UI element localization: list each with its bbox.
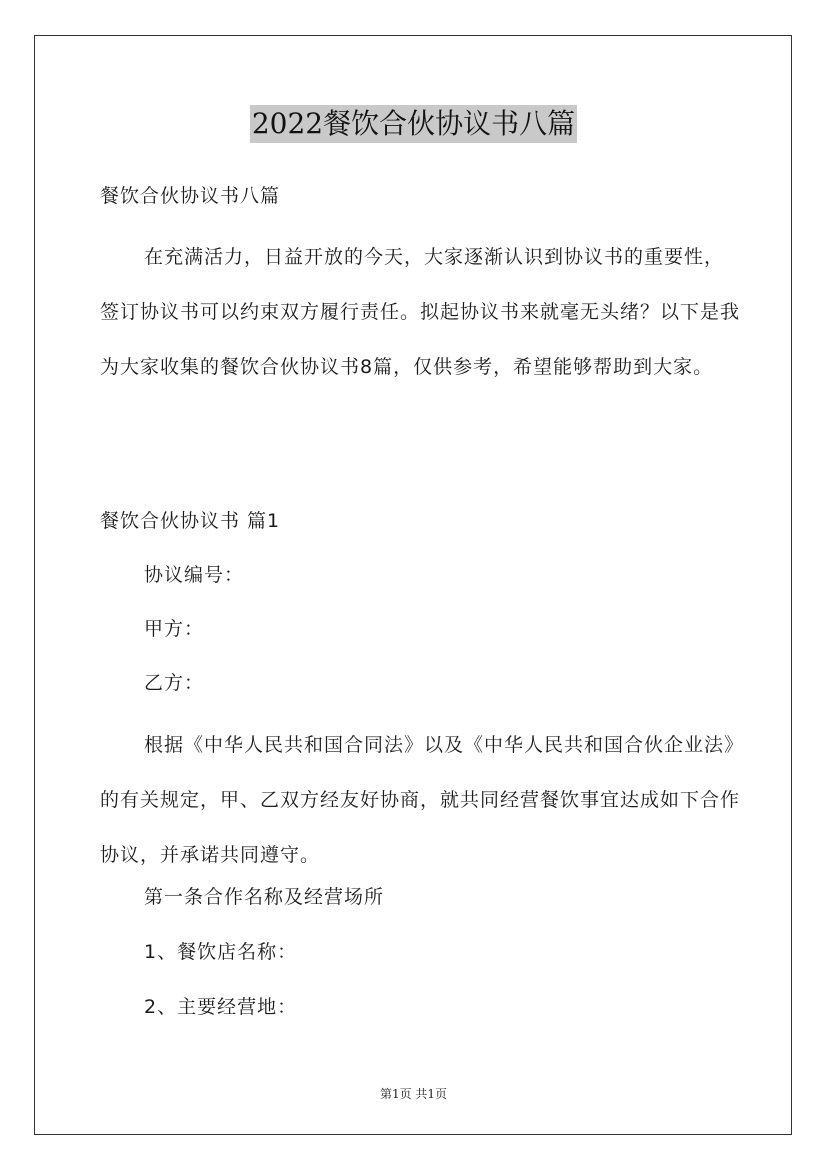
document-title bbox=[0, 103, 827, 143]
section-heading: 餐饮合伙协议书 篇1 bbox=[100, 510, 281, 532]
article-1-title: 第一条合作名称及经营场所 bbox=[144, 886, 385, 908]
party-b-line: 乙方： bbox=[144, 672, 205, 694]
agreement-number-line: 协议编号： bbox=[144, 564, 245, 586]
item-main-location: 2、主要经营地： bbox=[144, 996, 298, 1018]
preamble-paragraph: 根据《中华人民共和国合同法》以及《中华人民共和国合伙企业法》的有关规定，甲、乙双方经友好协商，就共同经营餐饮事宜达成如下合作协议，并承诺共同遵守。 bbox=[100, 734, 741, 866]
intro-paragraph: 在充满活力，日益开放的今天，大家逐渐认识到协议书的重要性，签订协议书可以约束双方履行责任。拟起协议书来就毫无头绪？以下是我为大家收集的餐饮合伙协议书8篇，仅供参考，希望能够帮助到大家。 bbox=[100, 246, 741, 378]
party-a-line: 甲方： bbox=[144, 618, 205, 640]
document-subtitle: 餐饮合伙协议书八篇 bbox=[100, 185, 281, 207]
document-title-text: 2022餐饮合伙协议书八篇 bbox=[250, 105, 577, 143]
item-restaurant-name: 1、餐饮店名称： bbox=[144, 941, 298, 963]
page-footer: 第1页 共1页 bbox=[379, 1087, 448, 1101]
